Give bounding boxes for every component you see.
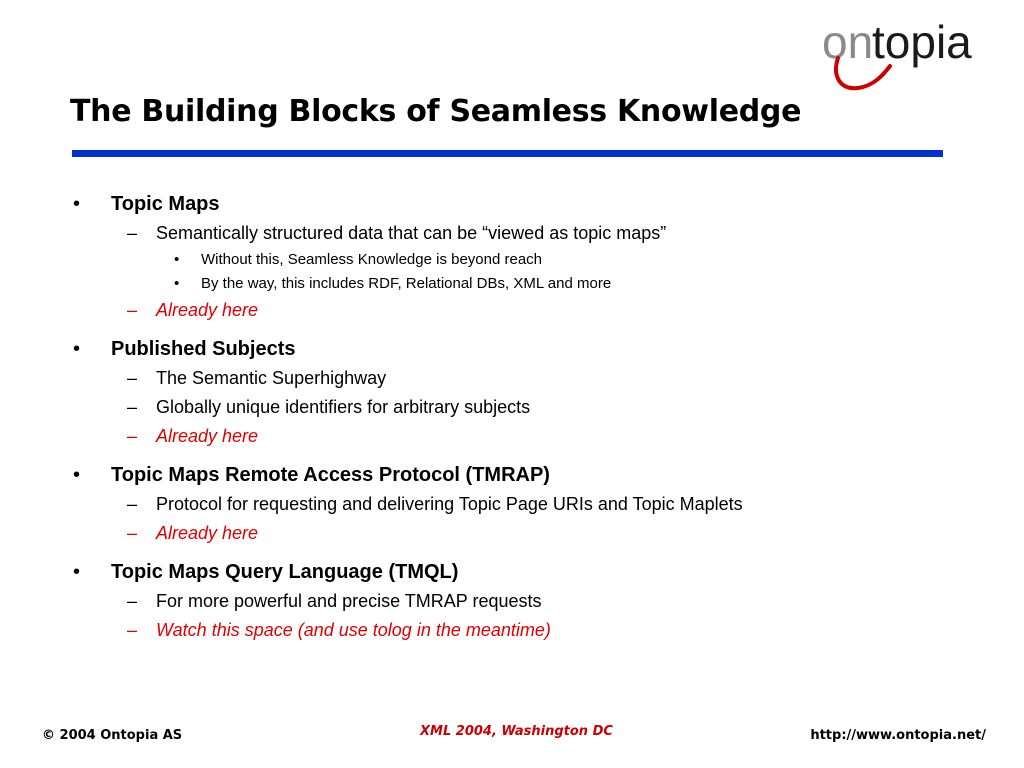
bullet-list bbox=[0, 190, 1024, 645]
status-item bbox=[0, 422, 1024, 451]
dash-marker: – bbox=[127, 223, 138, 243]
section bbox=[0, 461, 1024, 548]
dash-marker: – bbox=[127, 397, 138, 417]
list-item bbox=[0, 587, 1024, 616]
list-item bbox=[0, 364, 1024, 393]
list-item-text: Already here bbox=[156, 523, 259, 543]
bullet-marker: • bbox=[73, 338, 81, 360]
logo-text-on: on bbox=[822, 16, 874, 68]
bullet-marker: • bbox=[73, 561, 81, 583]
list-item-text: Protocol for requesting and delivering Topic Page URIs and Topic Maplets bbox=[156, 494, 743, 514]
status-item bbox=[0, 296, 1024, 325]
section bbox=[0, 335, 1024, 451]
dash-marker: – bbox=[127, 426, 138, 446]
section-heading-text: Topic Maps Remote Access Protocol (TMRAP) bbox=[111, 464, 550, 486]
sub-list-item-text: By the way, this includes RDF, Relational DBs, XML and more bbox=[201, 275, 612, 292]
section-heading bbox=[0, 558, 1024, 587]
list-item bbox=[0, 393, 1024, 422]
sub-list-item bbox=[0, 248, 1024, 272]
ontopia-logo bbox=[818, 8, 1018, 98]
list-item-text: Semantically structured data that can be “viewed as topic maps” bbox=[156, 223, 667, 243]
list-item-text: For more powerful and precise TMRAP requests bbox=[156, 591, 542, 611]
logo-text-topia: topia bbox=[872, 16, 972, 68]
dash-marker: – bbox=[127, 523, 138, 543]
section-heading bbox=[0, 461, 1024, 490]
sub-list-item-text: Without this, Seamless Knowledge is beyond reach bbox=[201, 251, 543, 268]
list-item bbox=[0, 490, 1024, 519]
status-item bbox=[0, 616, 1024, 645]
footer bbox=[0, 724, 1024, 746]
bullet-marker: • bbox=[174, 275, 180, 292]
dash-marker: – bbox=[127, 494, 138, 514]
section bbox=[0, 190, 1024, 325]
section-heading-text: Topic Maps bbox=[111, 193, 220, 215]
list-item-text: Already here bbox=[156, 426, 259, 446]
section-heading-text: Topic Maps Query Language (TMQL) bbox=[111, 561, 459, 583]
dash-marker: – bbox=[127, 620, 138, 640]
section-heading bbox=[0, 190, 1024, 219]
sub-list-item bbox=[0, 272, 1024, 296]
footer-copyright: © 2004 Ontopia AS bbox=[42, 728, 183, 743]
list-item-text: Globally unique identifiers for arbitrary subjects bbox=[156, 397, 531, 417]
list-item bbox=[0, 219, 1024, 248]
list-item-text: Watch this space (and use tolog in the meantime) bbox=[156, 620, 551, 640]
dash-marker: – bbox=[127, 368, 138, 388]
footer-url: http://www.ontopia.net/ bbox=[810, 728, 986, 743]
footer-event: XML 2004, Washington DC bbox=[420, 724, 613, 739]
slide-title: The Building Blocks of Seamless Knowledge bbox=[70, 94, 802, 129]
status-item bbox=[0, 519, 1024, 548]
section-heading bbox=[0, 335, 1024, 364]
list-item-text: Already here bbox=[156, 300, 259, 320]
dash-marker: – bbox=[127, 300, 138, 320]
bullet-marker: • bbox=[73, 193, 81, 215]
section bbox=[0, 558, 1024, 645]
bullet-marker: • bbox=[174, 251, 180, 268]
bullet-marker: • bbox=[73, 464, 81, 486]
list-item-text: The Semantic Superhighway bbox=[156, 368, 387, 388]
dash-marker: – bbox=[127, 591, 138, 611]
section-heading-text: Published Subjects bbox=[111, 338, 296, 360]
title-rule bbox=[72, 150, 943, 157]
